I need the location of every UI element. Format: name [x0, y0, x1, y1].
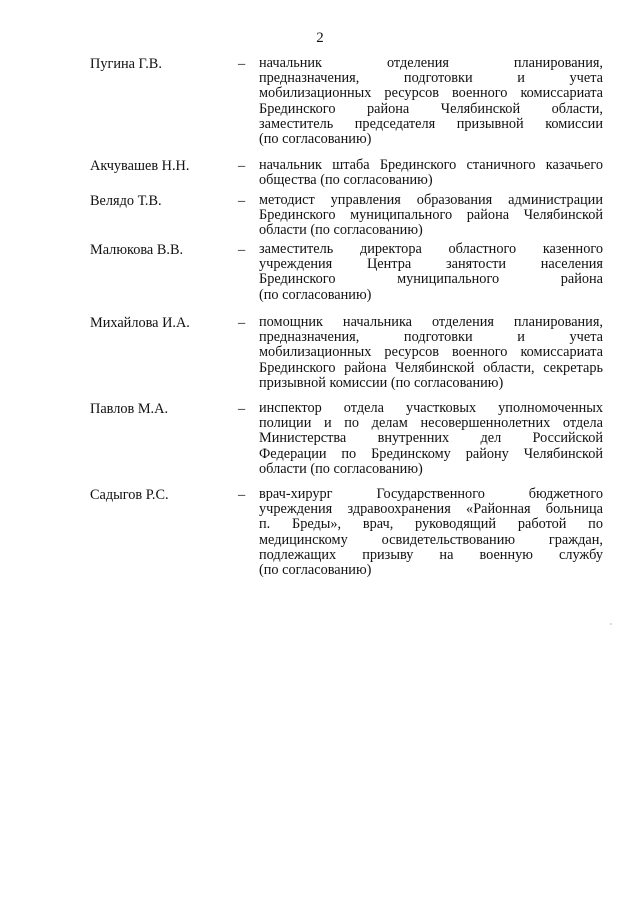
role-line: полиции и по делам несовершеннолетних отдела: [259, 415, 603, 432]
role-line: предназначения, подготовки и учета: [259, 70, 603, 87]
member-role: [259, 315, 603, 391]
member-role: [259, 401, 603, 477]
role-line: учреждения здравоохранения «Районная больница: [259, 501, 603, 518]
dash-separator: –: [238, 242, 246, 258]
dash-separator: –: [238, 315, 246, 331]
role-line: Брединского района Челябинской области, секретарь: [259, 359, 603, 376]
role-line: начальник отделения планирования,: [259, 55, 603, 71]
role-line: (по согласованию): [259, 562, 372, 579]
role-line: помощник начальника отделения планирования,: [259, 314, 603, 330]
role-line: общества (по согласованию): [259, 172, 433, 189]
member-role: [259, 242, 603, 303]
role-line: Брединского муниципального района: [259, 271, 603, 288]
role-line: начальник штаба Брединского станичного казачьего: [259, 157, 603, 173]
dash-separator: –: [238, 158, 246, 174]
member-name: Михайлова И.А.: [90, 315, 190, 331]
role-line: врач-хирург Государственного бюджетного: [259, 486, 603, 502]
role-line: области (по согласованию): [259, 460, 423, 477]
member-name: Малюкова В.В.: [90, 242, 184, 258]
member-name: Садыгов Р.С.: [90, 487, 169, 503]
role-line: области (по согласованию): [259, 222, 423, 239]
dash-separator: –: [238, 401, 246, 417]
role-line: учреждения Центра занятости населения: [259, 256, 603, 273]
member-role: [259, 193, 603, 239]
role-line: п. Бреды», врач, руководящий работой по: [259, 516, 603, 533]
dash-separator: –: [238, 487, 246, 503]
role-line: подлежащих призыву на военную службу: [259, 546, 603, 563]
member-name: Павлов М.А.: [90, 401, 169, 417]
dash-separator: –: [238, 193, 246, 209]
role-line: Федерации по Брединскому району Челябинской: [259, 445, 603, 462]
dash-separator: –: [238, 56, 246, 72]
role-line: (по согласованию): [259, 286, 372, 303]
member-role: [259, 487, 603, 578]
role-line: Министерства внутренних дел Российской: [259, 430, 603, 447]
scan-speck: [610, 623, 612, 625]
role-line: Брединского муниципального района Челябинской: [259, 207, 603, 224]
member-name: Пугина Г.В.: [90, 56, 162, 72]
role-line: Брединского района Челябинской области,: [259, 100, 603, 117]
member-name: Велядо Т.В.: [90, 193, 162, 209]
role-line: методист управления образования администрации: [259, 192, 603, 208]
role-line: заместитель председателя призывной комиссии: [259, 115, 603, 132]
role-line: предназначения, подготовки и учета: [259, 329, 603, 346]
role-line: инспектор отдела участковых уполномоченных: [259, 400, 603, 416]
role-line: заместитель директора областного казенного: [259, 241, 603, 257]
page-number: 2: [316, 30, 324, 46]
role-line: (по согласованию): [259, 131, 372, 148]
role-line: мобилизационных ресурсов военного комиссариата: [259, 344, 603, 361]
role-line: призывной комиссии (по согласованию): [259, 374, 504, 391]
role-line: медицинскому освидетельствованию граждан,: [259, 531, 603, 548]
member-name: Акчувашев Н.Н.: [90, 158, 190, 174]
member-role: [259, 56, 603, 147]
role-line: мобилизационных ресурсов военного комиссариата: [259, 85, 603, 102]
member-role: [259, 158, 603, 188]
